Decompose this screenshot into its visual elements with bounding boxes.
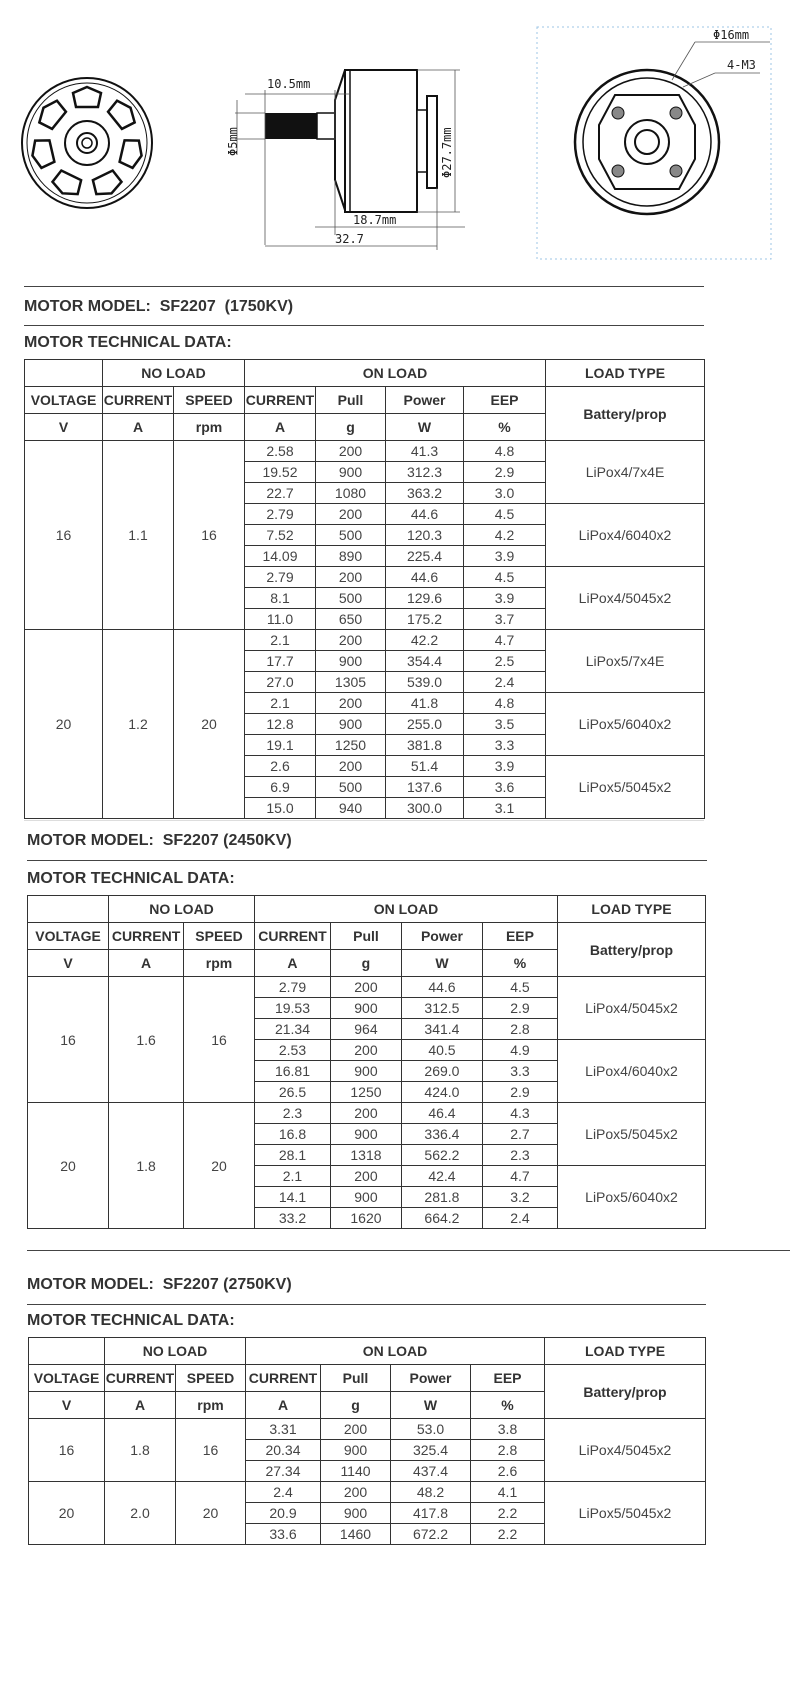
technical-data-heading: MOTOR TECHNICAL DATA: xyxy=(27,870,235,887)
current-value-cell: 3.31 xyxy=(246,1419,321,1440)
header-row xyxy=(25,360,705,387)
load-type-cell: LiPox4/5045x2 xyxy=(557,977,705,1040)
header-eep: EEP xyxy=(482,923,557,950)
eep-value-cell: 3.2 xyxy=(482,1187,557,1208)
unit-cell: V xyxy=(25,414,103,441)
current-value-cell: 14.09 xyxy=(245,546,316,567)
pull-value-cell: 200 xyxy=(316,630,386,651)
motor-model-heading: MOTOR MODEL: SF2207 (2750KV) xyxy=(27,1276,292,1293)
header-row xyxy=(29,1338,706,1365)
current-value-cell: 2.79 xyxy=(245,567,316,588)
motor-spec-table xyxy=(27,895,706,1229)
header-voltage: VOLTAGE xyxy=(25,387,103,414)
pull-value-cell: 900 xyxy=(321,1503,391,1524)
pull-value-cell: 200 xyxy=(316,504,386,525)
voltage-cell: 16 xyxy=(25,441,103,630)
header-power: Power xyxy=(391,1365,471,1392)
power-value-cell: 539.0 xyxy=(386,672,464,693)
header-row xyxy=(28,923,706,950)
power-value-cell: 42.4 xyxy=(401,1166,482,1187)
total-length-label: 32.7 xyxy=(335,232,364,246)
power-value-cell: 562.2 xyxy=(401,1145,482,1166)
pull-value-cell: 900 xyxy=(330,1187,401,1208)
motor-bottom-view-drawing xyxy=(535,25,785,265)
current-value-cell: 2.53 xyxy=(254,1040,330,1061)
current-value-cell: 17.7 xyxy=(245,651,316,672)
header-on-load: ON LOAD xyxy=(245,360,546,387)
unit-cell: % xyxy=(471,1392,545,1419)
eep-value-cell: 2.6 xyxy=(471,1461,545,1482)
divider xyxy=(24,325,704,326)
power-value-cell: 381.8 xyxy=(386,735,464,756)
header-no-load: NO LOAD xyxy=(103,360,245,387)
table-row xyxy=(28,1103,706,1124)
table-row xyxy=(28,977,706,998)
no-load-current-cell: 1.8 xyxy=(109,1103,184,1229)
voltage-cell: 20 xyxy=(29,1482,105,1545)
unit-cell: A xyxy=(246,1392,321,1419)
current-value-cell: 21.34 xyxy=(254,1019,330,1040)
eep-value-cell: 2.7 xyxy=(482,1124,557,1145)
load-type-cell: LiPox5/6040x2 xyxy=(546,693,705,756)
current-value-cell: 19.1 xyxy=(245,735,316,756)
eep-value-cell: 2.9 xyxy=(464,462,546,483)
unit-cell: % xyxy=(464,414,546,441)
current-value-cell: 6.9 xyxy=(245,777,316,798)
power-value-cell: 41.3 xyxy=(386,441,464,462)
table-row xyxy=(29,1482,706,1503)
eep-value-cell: 2.8 xyxy=(482,1019,557,1040)
power-value-cell: 269.0 xyxy=(401,1061,482,1082)
load-type-cell: LiPox5/5045x2 xyxy=(546,756,705,819)
power-value-cell: 312.5 xyxy=(401,998,482,1019)
header-row xyxy=(28,896,706,923)
eep-value-cell: 3.3 xyxy=(464,735,546,756)
divider xyxy=(27,1250,790,1251)
no-load-current-cell: 1.6 xyxy=(109,977,184,1103)
load-type-cell: LiPox5/5045x2 xyxy=(557,1103,705,1166)
current-value-cell: 8.1 xyxy=(245,588,316,609)
power-value-cell: 51.4 xyxy=(386,756,464,777)
current-value-cell: 19.52 xyxy=(245,462,316,483)
current-value-cell: 22.7 xyxy=(245,483,316,504)
header-cell xyxy=(25,360,103,387)
current-value-cell: 2.79 xyxy=(254,977,330,998)
current-value-cell: 20.34 xyxy=(246,1440,321,1461)
unit-cell: A xyxy=(103,414,174,441)
eep-value-cell: 2.4 xyxy=(482,1208,557,1229)
pull-value-cell: 900 xyxy=(330,1061,401,1082)
load-type-cell: LiPox4/5045x2 xyxy=(545,1419,706,1482)
unit-cell: A xyxy=(109,950,184,977)
power-value-cell: 664.2 xyxy=(401,1208,482,1229)
pull-value-cell: 1460 xyxy=(321,1524,391,1545)
eep-value-cell: 4.9 xyxy=(482,1040,557,1061)
technical-drawings xyxy=(0,0,790,280)
table-row xyxy=(25,630,705,651)
current-value-cell: 28.1 xyxy=(254,1145,330,1166)
unit-cell: V xyxy=(28,950,109,977)
pull-value-cell: 500 xyxy=(316,525,386,546)
header-current: CURRENT xyxy=(105,1365,176,1392)
header-power: Power xyxy=(386,387,464,414)
unit-cell: g xyxy=(316,414,386,441)
eep-value-cell: 4.7 xyxy=(464,630,546,651)
divider xyxy=(27,860,707,861)
pull-value-cell: 200 xyxy=(321,1482,391,1503)
power-value-cell: 137.6 xyxy=(386,777,464,798)
pull-value-cell: 200 xyxy=(316,756,386,777)
current-value-cell: 26.5 xyxy=(254,1082,330,1103)
header-eep: EEP xyxy=(464,387,546,414)
header-voltage: VOLTAGE xyxy=(28,923,109,950)
speed-cell: 20 xyxy=(174,630,245,819)
power-value-cell: 325.4 xyxy=(391,1440,471,1461)
unit-cell: A xyxy=(105,1392,176,1419)
pull-value-cell: 940 xyxy=(316,798,386,819)
current-value-cell: 2.1 xyxy=(245,693,316,714)
pull-value-cell: 890 xyxy=(316,546,386,567)
speed-cell: 16 xyxy=(174,441,245,630)
power-value-cell: 363.2 xyxy=(386,483,464,504)
pull-value-cell: 900 xyxy=(316,462,386,483)
load-type-cell: LiPox4/7x4E xyxy=(546,441,705,504)
power-value-cell: 44.6 xyxy=(401,977,482,998)
motor-side-view-drawing xyxy=(225,60,465,260)
power-value-cell: 336.4 xyxy=(401,1124,482,1145)
eep-value-cell: 4.5 xyxy=(464,567,546,588)
pull-value-cell: 900 xyxy=(330,998,401,1019)
eep-value-cell: 2.3 xyxy=(482,1145,557,1166)
motor-model-heading: MOTOR MODEL: SF2207 (1750KV) xyxy=(24,298,294,315)
header-row xyxy=(25,387,705,414)
load-type-cell: LiPox4/6040x2 xyxy=(546,504,705,567)
eep-value-cell: 3.1 xyxy=(464,798,546,819)
speed-cell: 20 xyxy=(176,1482,246,1545)
motor-model-heading: MOTOR MODEL: SF2207 (2450KV) xyxy=(27,832,292,849)
eep-value-cell: 2.9 xyxy=(482,998,557,1019)
header-battery-prop: Battery/prop xyxy=(557,923,705,977)
unit-cell: rpm xyxy=(174,414,245,441)
eep-value-cell: 2.4 xyxy=(464,672,546,693)
header-no-load: NO LOAD xyxy=(105,1338,246,1365)
eep-value-cell: 3.5 xyxy=(464,714,546,735)
current-value-cell: 19.53 xyxy=(254,998,330,1019)
no-load-current-cell: 1.1 xyxy=(103,441,174,630)
unit-cell: A xyxy=(254,950,330,977)
power-value-cell: 424.0 xyxy=(401,1082,482,1103)
pull-value-cell: 1140 xyxy=(321,1461,391,1482)
header-cell xyxy=(29,1338,105,1365)
unit-cell: V xyxy=(29,1392,105,1419)
header-current: CURRENT xyxy=(245,387,316,414)
voltage-cell: 20 xyxy=(25,630,103,819)
speed-cell: 20 xyxy=(184,1103,255,1229)
no-load-current-cell: 2.0 xyxy=(105,1482,176,1545)
header-no-load: NO LOAD xyxy=(109,896,255,923)
pull-value-cell: 1620 xyxy=(330,1208,401,1229)
eep-value-cell: 2.2 xyxy=(471,1524,545,1545)
pull-value-cell: 500 xyxy=(316,777,386,798)
no-load-current-cell: 1.8 xyxy=(105,1419,176,1482)
unit-cell: rpm xyxy=(176,1392,246,1419)
power-value-cell: 312.3 xyxy=(386,462,464,483)
unit-cell: W xyxy=(386,414,464,441)
current-value-cell: 2.58 xyxy=(245,441,316,462)
current-value-cell: 12.8 xyxy=(245,714,316,735)
header-speed: SPEED xyxy=(184,923,255,950)
power-value-cell: 225.4 xyxy=(386,546,464,567)
eep-value-cell: 2.5 xyxy=(464,651,546,672)
header-eep: EEP xyxy=(471,1365,545,1392)
pull-value-cell: 1250 xyxy=(316,735,386,756)
eep-value-cell: 4.3 xyxy=(482,1103,557,1124)
power-value-cell: 129.6 xyxy=(386,588,464,609)
pull-value-cell: 900 xyxy=(321,1440,391,1461)
unit-cell: W xyxy=(391,1392,471,1419)
mount-screws-label: 4-M3 xyxy=(727,58,756,72)
pull-value-cell: 200 xyxy=(316,693,386,714)
power-value-cell: 44.6 xyxy=(386,567,464,588)
pull-value-cell: 1250 xyxy=(330,1082,401,1103)
header-row xyxy=(29,1365,706,1392)
power-value-cell: 341.4 xyxy=(401,1019,482,1040)
power-value-cell: 300.0 xyxy=(386,798,464,819)
table-row xyxy=(29,1419,706,1440)
load-type-cell: LiPox5/7x4E xyxy=(546,630,705,693)
voltage-cell: 20 xyxy=(28,1103,109,1229)
pull-value-cell: 200 xyxy=(330,977,401,998)
speed-cell: 16 xyxy=(176,1419,246,1482)
eep-value-cell: 3.9 xyxy=(464,588,546,609)
current-value-cell: 2.4 xyxy=(246,1482,321,1503)
pull-value-cell: 900 xyxy=(316,714,386,735)
eep-value-cell: 3.7 xyxy=(464,609,546,630)
technical-data-heading: MOTOR TECHNICAL DATA: xyxy=(27,1312,235,1329)
pull-value-cell: 964 xyxy=(330,1019,401,1040)
bell-diameter-label: Φ27.7mm xyxy=(440,127,454,178)
eep-value-cell: 3.6 xyxy=(464,777,546,798)
power-value-cell: 437.4 xyxy=(391,1461,471,1482)
divider xyxy=(27,1304,706,1305)
unit-cell: % xyxy=(482,950,557,977)
power-value-cell: 120.3 xyxy=(386,525,464,546)
current-value-cell: 15.0 xyxy=(245,798,316,819)
current-value-cell: 16.81 xyxy=(254,1061,330,1082)
load-type-cell: LiPox4/5045x2 xyxy=(546,567,705,630)
pull-value-cell: 200 xyxy=(330,1166,401,1187)
power-value-cell: 44.6 xyxy=(386,504,464,525)
body-length-label: 18.7mm xyxy=(353,213,397,227)
eep-value-cell: 3.0 xyxy=(464,483,546,504)
speed-cell: 16 xyxy=(184,977,255,1103)
technical-data-heading: MOTOR TECHNICAL DATA: xyxy=(24,334,232,351)
power-value-cell: 417.8 xyxy=(391,1503,471,1524)
table-row xyxy=(25,441,705,462)
power-value-cell: 672.2 xyxy=(391,1524,471,1545)
current-value-cell: 2.6 xyxy=(245,756,316,777)
no-load-current-cell: 1.2 xyxy=(103,630,174,819)
current-value-cell: 7.52 xyxy=(245,525,316,546)
current-value-cell: 2.1 xyxy=(245,630,316,651)
current-value-cell: 2.1 xyxy=(254,1166,330,1187)
current-value-cell: 14.1 xyxy=(254,1187,330,1208)
divider xyxy=(24,286,704,287)
pull-value-cell: 1318 xyxy=(330,1145,401,1166)
power-value-cell: 281.8 xyxy=(401,1187,482,1208)
header-current: CURRENT xyxy=(103,387,174,414)
load-type-cell: LiPox5/6040x2 xyxy=(557,1166,705,1229)
header-battery-prop: Battery/prop xyxy=(546,387,705,441)
motor-spec-table xyxy=(24,359,705,819)
eep-value-cell: 4.2 xyxy=(464,525,546,546)
pull-value-cell: 200 xyxy=(316,567,386,588)
pull-value-cell: 1080 xyxy=(316,483,386,504)
eep-value-cell: 3.9 xyxy=(464,546,546,567)
current-value-cell: 2.3 xyxy=(254,1103,330,1124)
power-value-cell: 175.2 xyxy=(386,609,464,630)
header-pull: Pull xyxy=(330,923,401,950)
eep-value-cell: 2.2 xyxy=(471,1503,545,1524)
unit-cell: rpm xyxy=(184,950,255,977)
current-value-cell: 16.8 xyxy=(254,1124,330,1145)
eep-value-cell: 2.8 xyxy=(471,1440,545,1461)
power-value-cell: 46.4 xyxy=(401,1103,482,1124)
header-load-type: LOAD TYPE xyxy=(546,360,705,387)
pull-value-cell: 1305 xyxy=(316,672,386,693)
motor-spec-table xyxy=(28,1337,706,1545)
power-value-cell: 41.8 xyxy=(386,693,464,714)
voltage-cell: 16 xyxy=(29,1419,105,1482)
current-value-cell: 33.2 xyxy=(254,1208,330,1229)
eep-value-cell: 4.1 xyxy=(471,1482,545,1503)
power-value-cell: 48.2 xyxy=(391,1482,471,1503)
header-on-load: ON LOAD xyxy=(246,1338,545,1365)
header-speed: SPEED xyxy=(176,1365,246,1392)
eep-value-cell: 4.8 xyxy=(464,693,546,714)
header-pull: Pull xyxy=(316,387,386,414)
power-value-cell: 40.5 xyxy=(401,1040,482,1061)
unit-cell: A xyxy=(245,414,316,441)
eep-value-cell: 3.8 xyxy=(471,1419,545,1440)
unit-cell: g xyxy=(330,950,401,977)
header-power: Power xyxy=(401,923,482,950)
header-load-type: LOAD TYPE xyxy=(545,1338,706,1365)
header-battery-prop: Battery/prop xyxy=(545,1365,706,1419)
eep-value-cell: 3.3 xyxy=(482,1061,557,1082)
current-value-cell: 11.0 xyxy=(245,609,316,630)
pull-value-cell: 200 xyxy=(316,441,386,462)
eep-value-cell: 4.5 xyxy=(464,504,546,525)
current-value-cell: 27.34 xyxy=(246,1461,321,1482)
pull-value-cell: 900 xyxy=(316,651,386,672)
header-current: CURRENT xyxy=(246,1365,321,1392)
current-value-cell: 27.0 xyxy=(245,672,316,693)
header-on-load: ON LOAD xyxy=(254,896,557,923)
voltage-cell: 16 xyxy=(28,977,109,1103)
motor-front-view-drawing xyxy=(20,65,155,220)
pull-value-cell: 200 xyxy=(330,1103,401,1124)
header-speed: SPEED xyxy=(174,387,245,414)
power-value-cell: 53.0 xyxy=(391,1419,471,1440)
current-value-cell: 2.79 xyxy=(245,504,316,525)
header-cell xyxy=(28,896,109,923)
shaft-length-label: 10.5mm xyxy=(267,77,311,91)
unit-cell: W xyxy=(401,950,482,977)
mount-diameter-label: Φ16mm xyxy=(713,28,750,42)
load-type-cell: LiPox4/6040x2 xyxy=(557,1040,705,1103)
pull-value-cell: 200 xyxy=(330,1040,401,1061)
divider xyxy=(24,820,704,821)
current-value-cell: 20.9 xyxy=(246,1503,321,1524)
power-value-cell: 354.4 xyxy=(386,651,464,672)
header-pull: Pull xyxy=(321,1365,391,1392)
pull-value-cell: 650 xyxy=(316,609,386,630)
load-type-cell: LiPox5/5045x2 xyxy=(545,1482,706,1545)
header-current: CURRENT xyxy=(254,923,330,950)
power-value-cell: 42.2 xyxy=(386,630,464,651)
current-value-cell: 33.6 xyxy=(246,1524,321,1545)
eep-value-cell: 4.7 xyxy=(482,1166,557,1187)
header-load-type: LOAD TYPE xyxy=(557,896,705,923)
header-voltage: VOLTAGE xyxy=(29,1365,105,1392)
power-value-cell: 255.0 xyxy=(386,714,464,735)
eep-value-cell: 4.5 xyxy=(482,977,557,998)
header-current: CURRENT xyxy=(109,923,184,950)
shaft-diameter-label: Φ5mm xyxy=(226,127,240,156)
pull-value-cell: 200 xyxy=(321,1419,391,1440)
eep-value-cell: 2.9 xyxy=(482,1082,557,1103)
eep-value-cell: 4.8 xyxy=(464,441,546,462)
unit-cell: g xyxy=(321,1392,391,1419)
pull-value-cell: 500 xyxy=(316,588,386,609)
eep-value-cell: 3.9 xyxy=(464,756,546,777)
pull-value-cell: 900 xyxy=(330,1124,401,1145)
